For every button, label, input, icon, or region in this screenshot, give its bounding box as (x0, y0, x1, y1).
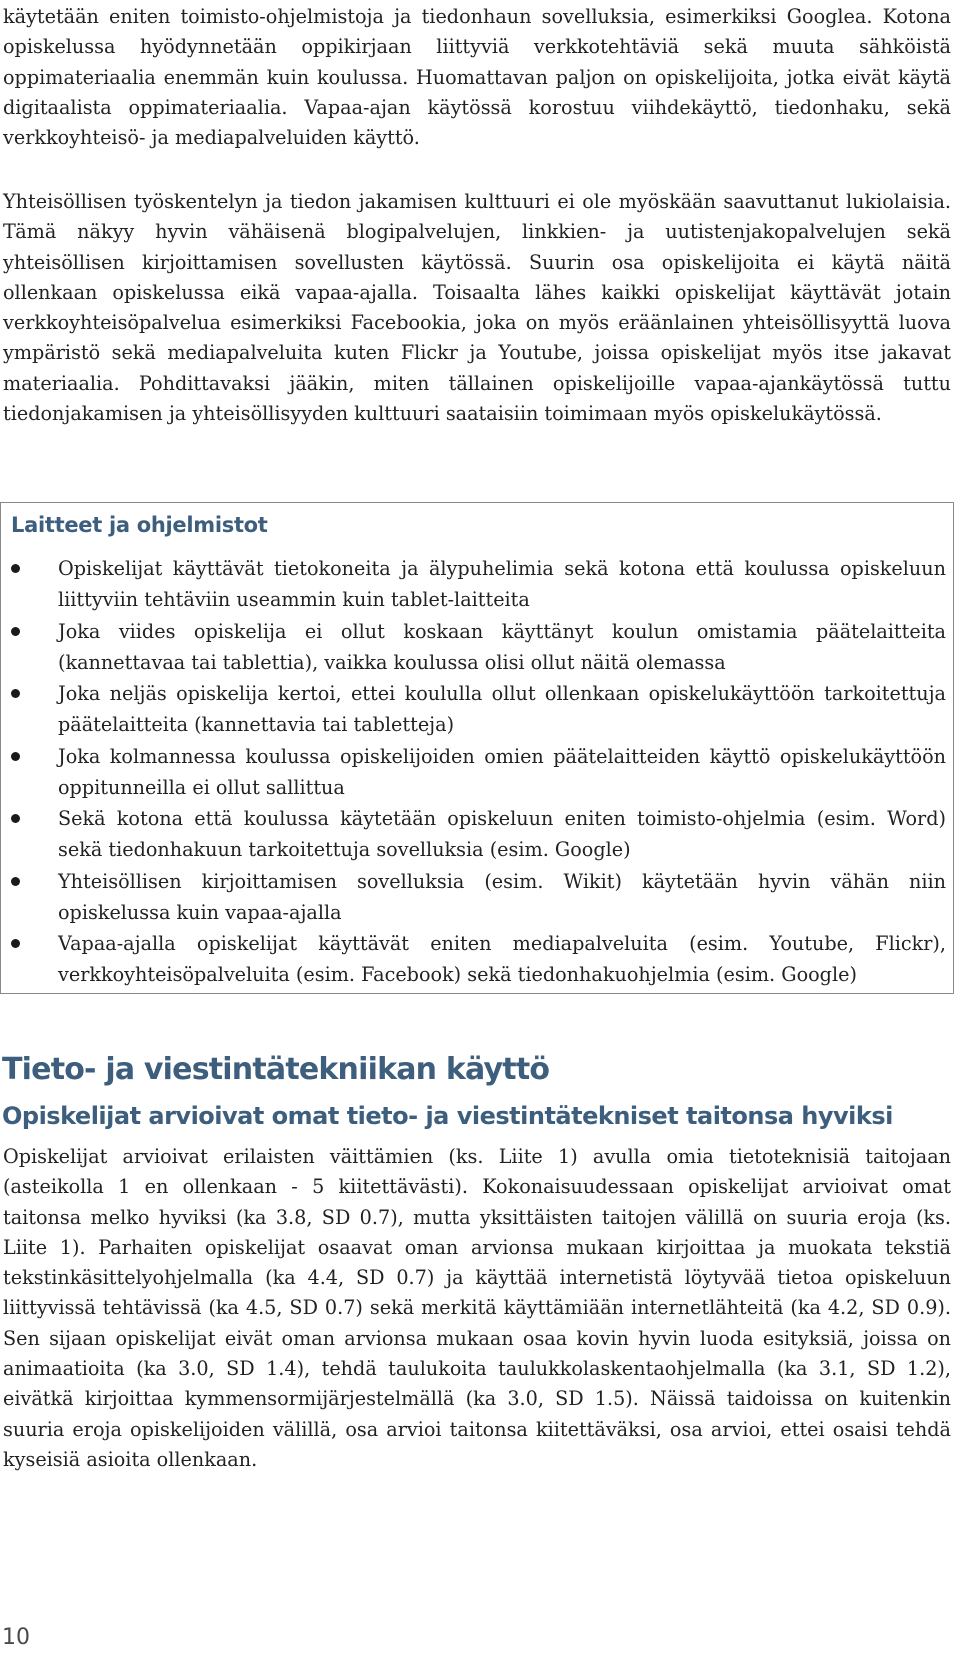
list-item (1, 678, 946, 740)
list-item (1, 803, 946, 865)
bullet-icon (11, 689, 20, 698)
list-item (1, 928, 946, 990)
bullet-icon (11, 564, 20, 573)
list-item-text: Sekä kotona että koulussa käytetään opiskeluun eniten toimisto-ohjelmia (esim. Word) sekä tiedonhakuun tarkoitettuja sovelluksia (esim. Google) (58, 807, 946, 861)
page-number: 10 (2, 1625, 30, 1650)
section-subheading: Opiskelijat arvioivat omat tieto- ja viestintätekniset taitonsa hyviksi (2, 1102, 893, 1130)
list-item-text: Opiskelijat käyttävät tietokoneita ja älypuhelimia sekä kotona että koulussa opiskeluun liittyviin tehtäviin useammin kuin tablet-laitteita (58, 557, 946, 611)
list-item (1, 616, 946, 678)
bullet-icon (11, 939, 20, 948)
summary-list (1, 553, 946, 991)
list-item-text: Joka neljäs opiskelija kertoi, ettei koululla ollut ollenkaan opiskelukäyttöön tarkoitettuja päätelaitteita (kannettavia tai tabletteja) (58, 682, 946, 736)
list-item-text: Joka viides opiskelija ei ollut koskaan käyttänyt koulun omistamia päätelaitteita (kannettavaa tai tablettia), vaikka koulussa olisi ollut näitä olemassa (58, 619, 946, 674)
list-item-text: Vapaa-ajalla opiskelijat käyttävät eniten mediapalveluita (esim. Youtube, Flickr), verkkoyhteisöpalveluita (esim. Facebook) sekä tiedonhakuohjelmia (esim. Google) (58, 932, 946, 986)
list-item (1, 553, 946, 615)
section-heading: Tieto- ja viestintätekniikan käyttö (2, 1052, 550, 1087)
list-item (1, 866, 946, 928)
list-item-text: Joka kolmannessa koulussa opiskelijoiden omien päätelaitteiden käyttö opiskelukäyttöön oppitunneilla ei ollut sallittua (58, 744, 946, 799)
list-item (1, 741, 946, 803)
summary-box-title: Laitteet ja ohjelmistot (11, 513, 268, 537)
bullet-icon (11, 877, 20, 886)
bullet-icon (11, 627, 20, 636)
bullet-icon (11, 752, 20, 761)
bullet-icon (11, 814, 20, 823)
body-paragraph-1: käytetään eniten toimisto-ohjelmistoja ja tiedonhaun sovelluksia, esimerkiksi Googlea. Kotona opiskelussa hyödynnetään oppikirjaan liittyviä verkkotehtäviä sekä muuta sähköistä oppimateriaalia enemmän kuin koulussa. Huomattavan paljon on opiskelijoita, jotka eivät käytä digitaalista oppimateriaalia. Vapaa-ajan käytössä korostuu viihdekäyttö, tiedonhaku, sekä verkkoyhteisö- ja mediapalveluiden käyttö. (3, 5, 951, 150)
body-paragraph-3: Opiskelijat arvioivat erilaisten väittämien (ks. Liite 1) avulla omia tietoteknisiä taitojaan (asteikolla 1 en ollenkaan - 5 kiitettävästi). Kokonaisuudessaan opiskelijat arvioivat omat taitonsa melko hyviksi (ka 3.8, SD 0.7), mutta yksittäisten taitojen välillä on suuria eroja (ks. Liite 1). Parhaiten opiskelijat osaavat oman arvionsa mukaan kirjoittaa ja muokata tekstiä tekstinkäsittelyohjelmalla (ka 4.4, SD 0.7) ja käyttää internetistä löytyvää tietoa opiskeluun liittyvissä tehtävissä (ka 4.5, SD 0.7) sekä merkitä käyttämiään internetlähteitä (ka 4.2, SD 0.9). Sen sijaan opiskelijat eivät oman arvionsa mukaan osaa kovin hyvin luoda esityksiä, joissa on animaatioita (ka 3.0, SD 1.4), tehdä taulukoita taulukkolaskentaohjelmalla (ka 3.1, SD 1.2), eivätkä kirjoittaa kymmensormijärjestelmällä (ka 3.0, SD 1.5). Näissä taidoissa on kuitenkin suuria eroja opiskelijoiden välillä, osa arvioi taitonsa kiitettäväksi, osa arvioi, ettei osaisi tehdä kyseisiä asioita ollenkaan. (3, 1145, 951, 1471)
body-paragraph-2: Yhteisöllisen työskentelyn ja tiedon jakamisen kulttuuri ei ole myöskään saavuttanut lukiolaisia. Tämä näkyy hyvin vähäisenä blogipalvelujen, linkkien- ja uutistenjakopalvelujen sekä yhteisöllisen kirjoittamisen sovellusten käytössä. Suurin osa opiskelijoita ei käytä näitä ollenkaan opiskelussa eikä vapaa-ajalla. Toisaalta lähes kaikki opiskelijat käyttävät jotain verkkoyhteisöpalvelua esimerkiksi Facebookia, joka on myös eräänlainen yhteisöllisyyttä luova ympäristö sekä mediapalveluita kuten Flickr ja Youtube, joissa opiskelijat myös itse jakavat materiaalia. Pohdittavaksi jääkin, miten tällainen opiskelijoille vapaa-ajankäytössä tuttu tiedonjakamisen ja yhteisöllisyyden kulttuuri saataisiin toimimaan myös opiskelukäytössä. (3, 190, 951, 426)
list-item-text: Yhteisöllisen kirjoittamisen sovelluksia (esim. Wikit) käytetään hyvin vähän niin opiskelussa kuin vapaa-ajalla (58, 869, 946, 924)
summary-box (0, 502, 954, 994)
